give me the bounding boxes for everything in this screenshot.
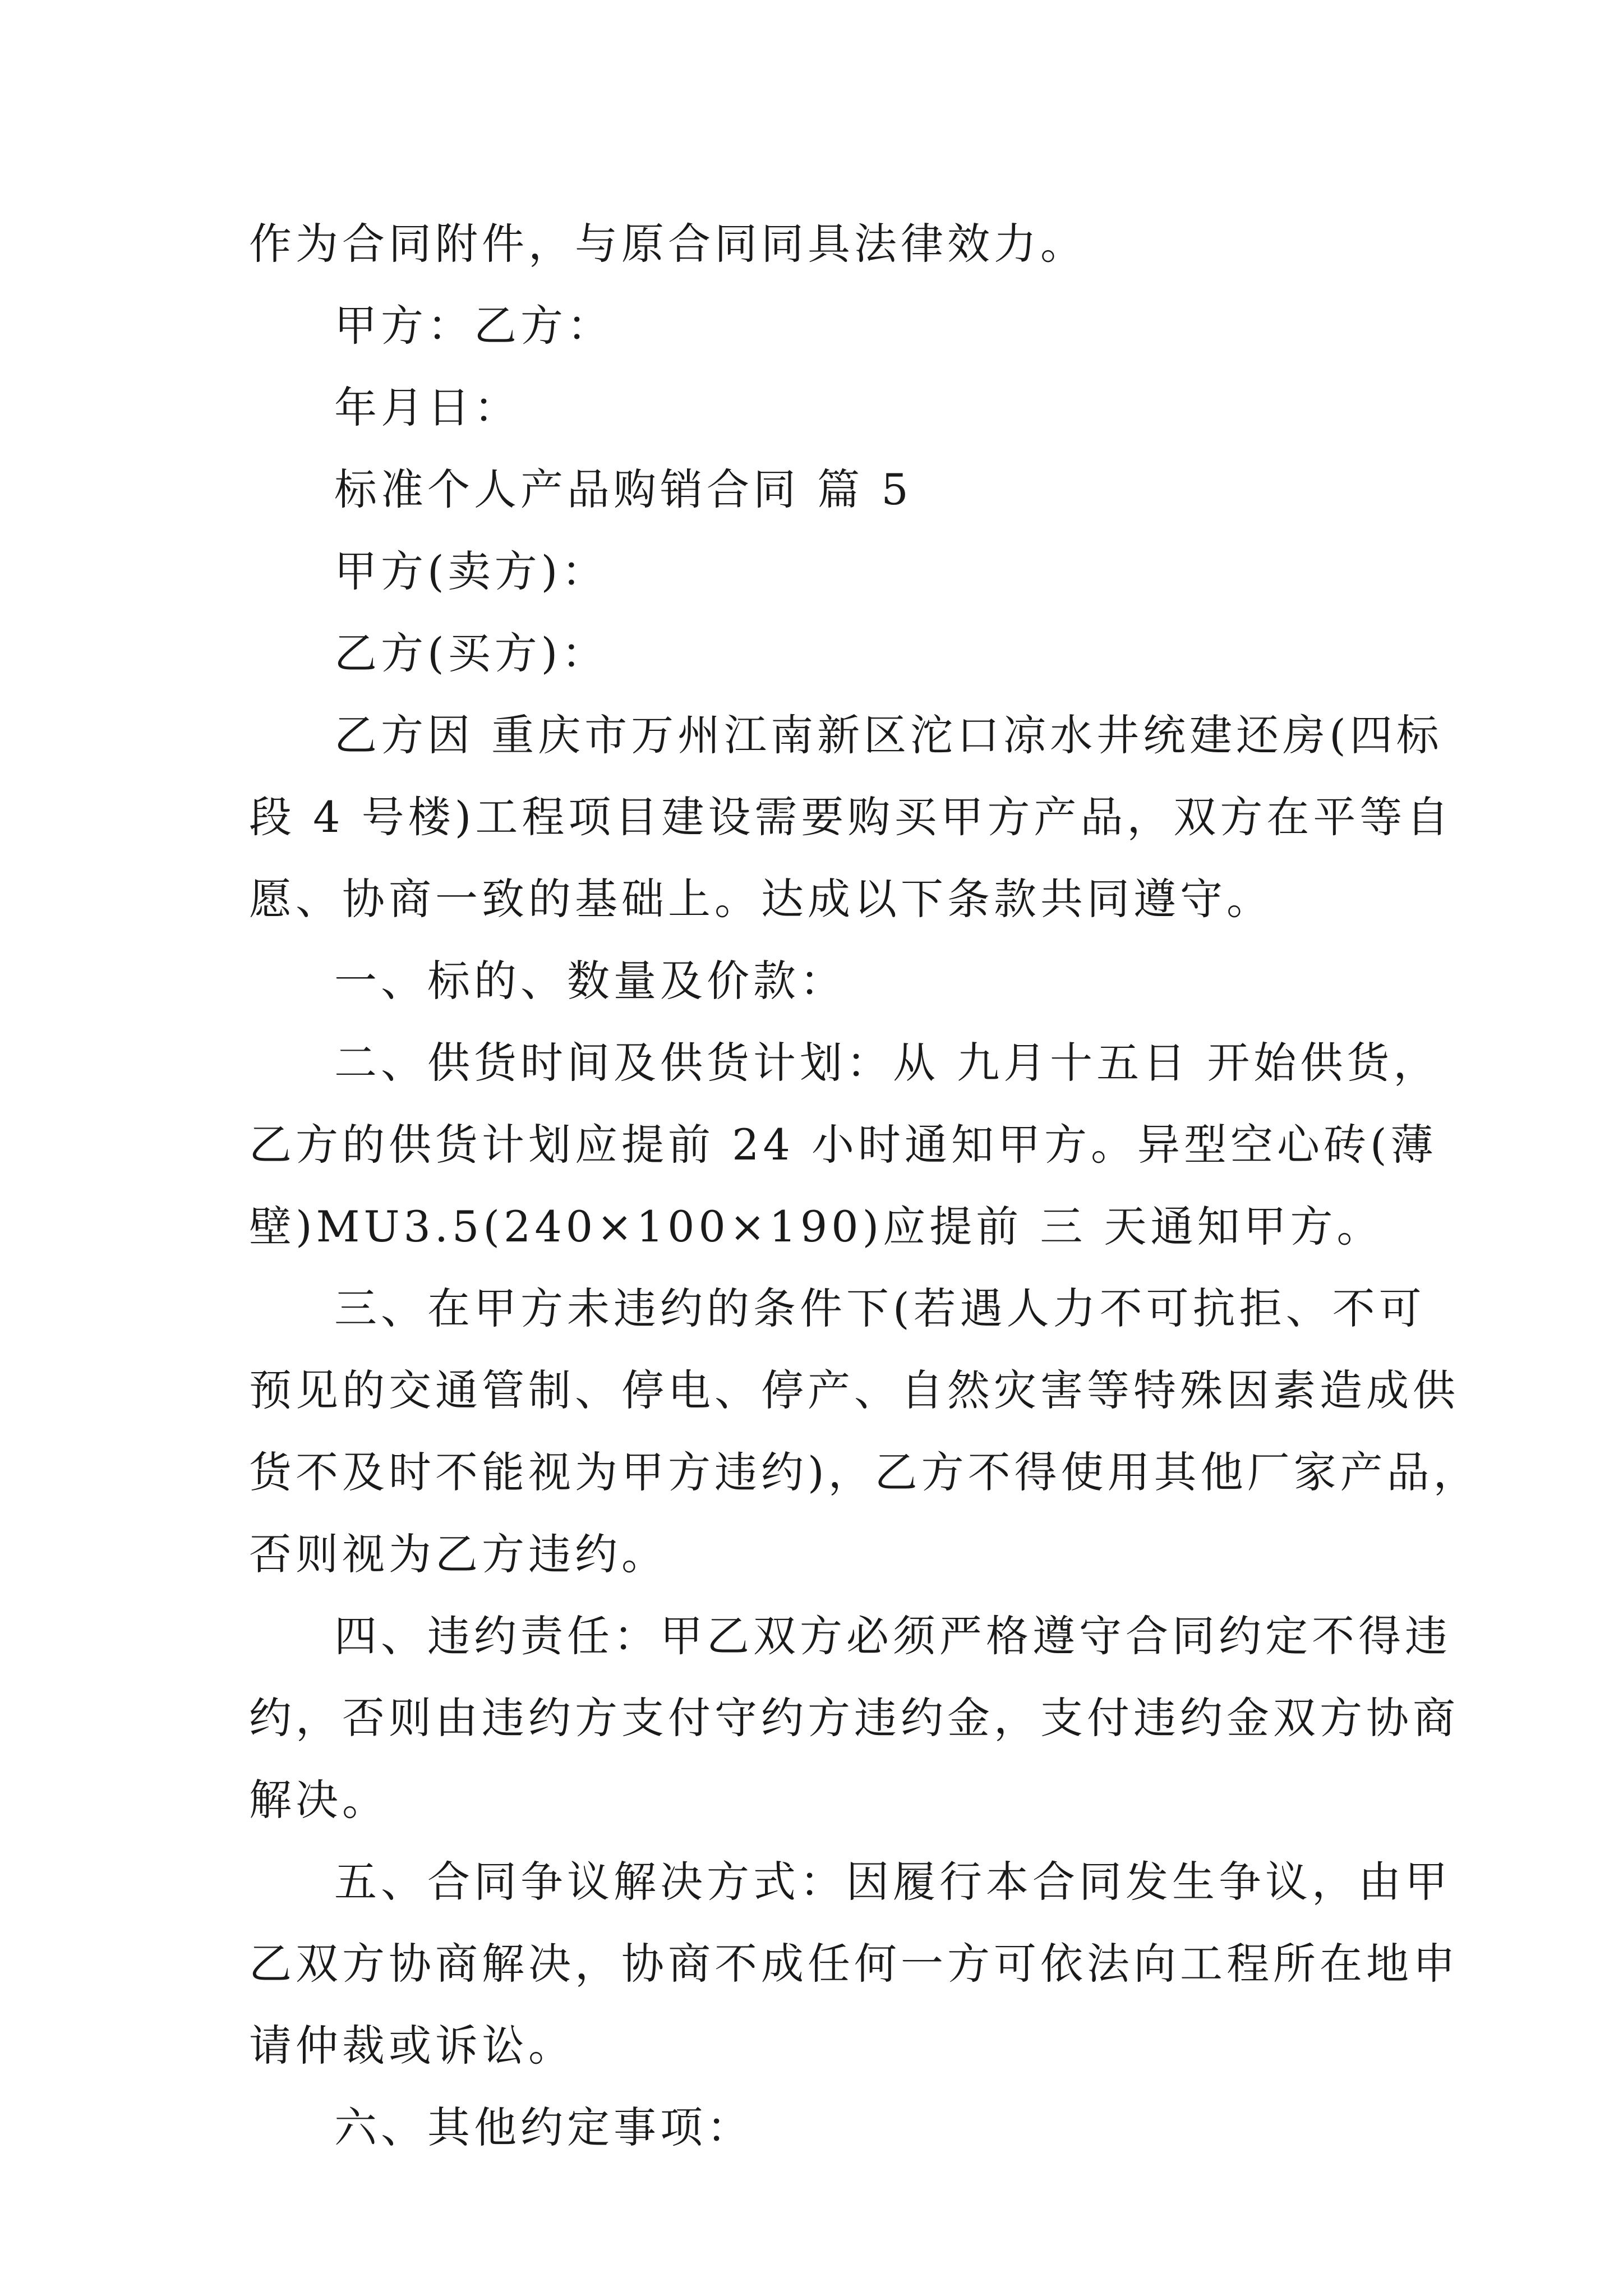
paragraph-line: 预见的交通管制、停电、停产、自然灾害等特殊因素造成供 xyxy=(249,1365,1459,1415)
paragraph-line: 三、在甲方未违约的条件下(若遇人力不可抗拒、不可 xyxy=(334,1283,1426,1333)
signature-parties-line: 甲方：乙方： xyxy=(334,301,614,351)
paragraph-line: 乙方因 重庆市万州江南新区沱口凉水井统建还房(四标 xyxy=(334,710,1443,760)
paragraph-line: 段 4 号楼)工程项目建设需要购买甲方产品，双方在平等自 xyxy=(249,792,1453,842)
paragraph-line: 请仲裁或诉讼。 xyxy=(249,2021,575,2070)
section-title: 标准个人产品购销合同 篇 5 xyxy=(334,464,912,514)
paragraph-line: 愿、协商一致的基础上。达成以下条款共同遵守。 xyxy=(249,874,1273,924)
paragraph-line: 解决。 xyxy=(249,1775,389,1825)
clause-heading: 六、其他约定事项： xyxy=(334,2102,753,2152)
paragraph-line: 乙双方协商解决，协商不成任何一方可依法向工程所在地申 xyxy=(249,1939,1459,1989)
paragraph-line: 乙方的供货计划应提前 24 小时通知甲方。异型空心砖(薄 xyxy=(249,1120,1437,1170)
paragraph-line-attachment-clause: 作为合同附件，与原合同同具法律效力。 xyxy=(249,219,1087,269)
clause-heading: 一、标的、数量及价款： xyxy=(334,956,846,1006)
party-b-buyer: 乙方(买方)： xyxy=(334,628,608,678)
paragraph-line: 约，否则由违约方支付守约方违约金，支付违约金双方协商 xyxy=(249,1693,1459,1743)
paragraph-line: 二、供货时间及供货计划：从 九月十五日 开始供货， xyxy=(334,1038,1440,1088)
paragraph-line: 货不及时不能视为甲方违约)，乙方不得使用其他厂家产品， xyxy=(249,1447,1480,1497)
party-a-seller: 甲方(卖方)： xyxy=(334,546,608,596)
contract-body xyxy=(249,203,1480,2169)
paragraph-line: 否则视为乙方违约。 xyxy=(249,1529,668,1579)
paragraph-line: 壁)MU3.5(240×100×190)应提前 三 天通知甲方。 xyxy=(249,1202,1384,1251)
paragraph-line: 五、合同争议解决方式：因履行本合同发生争议，由甲 xyxy=(334,1857,1451,1907)
date-line: 年月日： xyxy=(334,383,520,432)
paragraph-line: 四、违约责任：甲乙双方必须严格遵守合同约定不得违 xyxy=(334,1611,1451,1661)
